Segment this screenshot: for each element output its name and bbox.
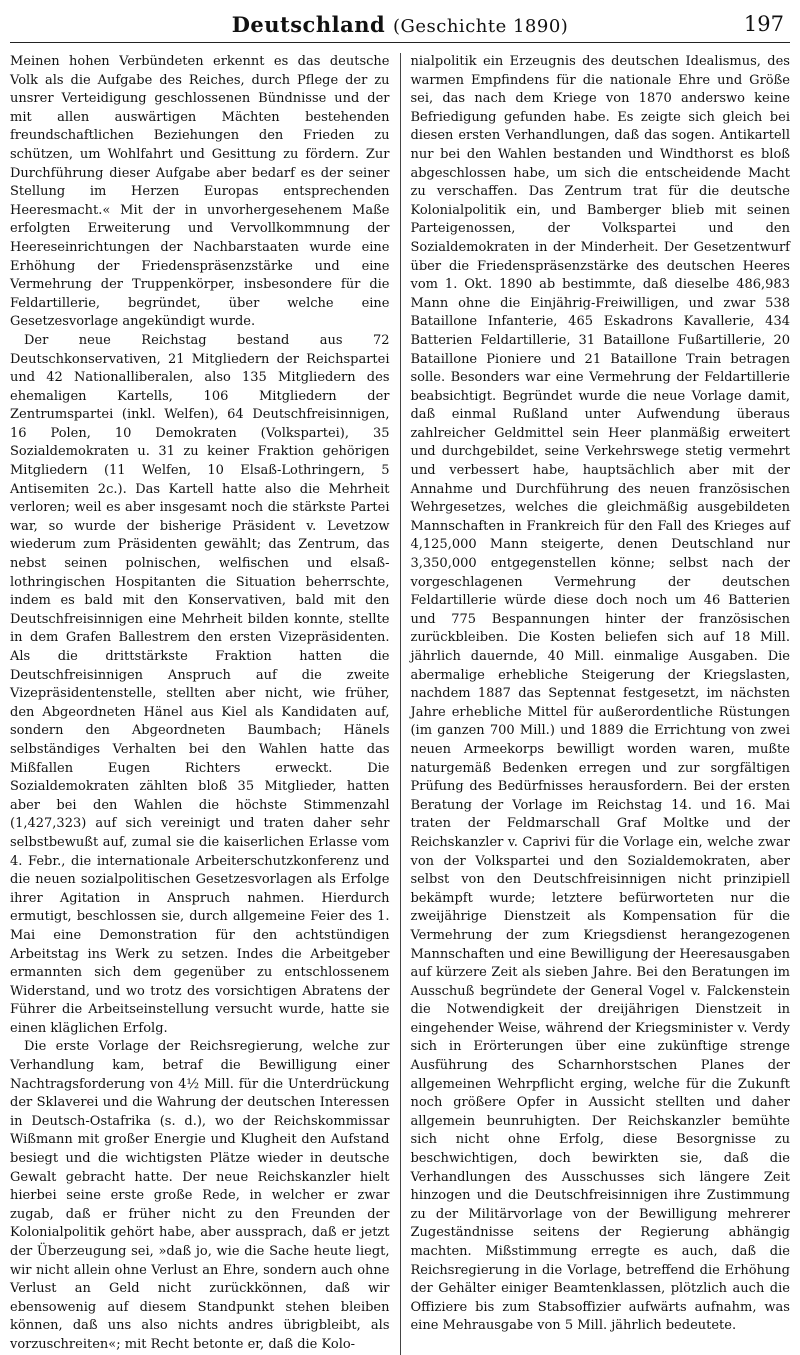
header-subtitle: (Geschichte 1890) [392, 16, 569, 37]
text-columns [10, 53, 790, 1355]
header-title-text: Deutschland [231, 12, 386, 37]
page-header [10, 8, 790, 43]
paragraph: Die erste Vorlage der Reichsregierung, welche zur Verhandlung kam, betraf die Bewilligung einer Nachtragsforderung von 4½ Mill. für die Unterdrückung der Sklaverei und die Wahrung der deutschen Interessen in Deutsch-Ostafrika (s. d.), wo der Reichskommissar Wißmann mit großer Energie und Klugheit den Aufstand besiegt und die wichtigsten Plätze wieder in deutsche Gewalt gebracht hatte. Der neue Reichskanzler hielt hierbei seine erste große Rede, in welcher er zwar zugab, daß er früher nicht zu den Freunden der Kolonialpolitik gehört habe, aber aussprach, daß er jetzt der Überzeugung sei, »daß jo, wie die Sache heute liegt, wir nicht allein ohne Verlust an Ehre, sondern auch ohne Verlust an Geld nicht zurückkönnen, daß wir ebensowenig auf diesem Standpunkt stehen bleiben können, daß uns also nichts andres übrigbleibt, als vorzuschreiten«; mit Recht betonte er, daß die Kolo- [10, 1039, 390, 1352]
running-title [10, 12, 790, 37]
paragraph: Meinen hohen Verbündeten erkennt es das deutsche Volk als die Aufgabe des Reiches, durch Pflege der zu unsrer Verteidigung geschlossenen Bündnisse und der mit allen auswärtigen Mächten bestehenden freundschaftlichen Beziehungen den Frieden zu schützen, um Wohlfahrt und Gesittung zu fördern. Zur Durchführung dieser Aufgabe aber bedarf es der seiner Stellung im Herzen Europas entsprechenden Heeresmacht.« Mit der in unvorhergesehenem Maße erfolgten Erweiterung und Vervollkommnung der Heereseinrichtungen der Nachbarstaaten wurde eine Erhöhung der Friedenspräsenzstärke und eine Vermehrung der Truppenkörper, insbesondere für die Feldartillerie, begründet, über welche eine Gesetzesvorlage angekündigt wurde. [10, 54, 390, 330]
paragraph: Der neue Reichstag bestand aus 72 Deutschkonservativen, 21 Mitgliedern der Reichspartei und 42 Nationalliberalen, also 135 Mitgliedern des ehemaligen Kartells, 106 Mitgliedern der Zentrumspartei (inkl. Welfen), 64 Deutschfreisinnigen, 16 Polen, 10 Demokraten (Volkspartei), 35 Sozialdemokraten u. 31 zu keiner Fraktion gehörigen Mitgliedern (11 Welfen, 10 Elsaß-Lothringern, 5 Antisemiten 2c.). Das Kartell hatte also die Mehrheit verloren; weil es aber insgesamt noch die stärkste Partei war, so wurde der bisherige Präsident v. Levetzow wiederum zum Präsidenten gewählt; das Zentrum, das nebst seinen polnischen, welfischen und elsaß-lothringischen Hospitanten die Situation beherrschte, indem es bald mit den Konservativen, bald mit den Deutschfreisinnigen eine Mehrheit bilden konnte, stellte in dem Grafen Ballestrem den ersten Vizepräsidenten. Als die drittstärkste Fraktion hatten die Deutschfreisinnigen Anspruch auf die zweite Vizepräsidentenstelle, stellten aber nicht, wie früher, den Abgeordneten Hänel aus Kiel als Kandidaten auf, sondern den Abgeordneten Baumbach; Hänels selbständiges Verhalten bei den Wahlen hatte das Mißfallen Eugen Richters erweckt. Die Sozialdemokraten zählten bloß 35 Mitglieder, hatten aber bei den Wahlen die höchste Stimmenzahl (1,427,323) auf sich vereinigt und traten daher sehr selbstbewußt auf, zumal sie die kaiserlichen Erlasse vom 4. Febr., die internationale Arbeiterschutzkonferenz und die neuen sozialpolitischen Gesetzesvorlagen als Erfolge ihrer Agitation in Anspruch nahmen. Hierdurch ermutigt, beschlossen sie, durch allgemeine Feier des 1. Mai eine Demonstration für den achtstündigen Arbeitstag ins Werk zu setzen. Indes die Arbeitgeber ermannten sich dem gegenüber zu entschlossenem Widerstand, und wo trotz des vorsichtigen Abratens der Führer die Arbeitseinstellung versucht wurde, hatte sie einen kläglichen Erfolg. [10, 332, 390, 1036]
right-column [410, 53, 790, 1355]
page-number: 197 [743, 12, 784, 36]
column-divider [400, 53, 401, 1355]
paragraph: nialpolitik ein Erzeugnis des deutschen Idealismus, des warmen Empfindens für die nationale Ehre und Größe sei, das nach dem Kriege von 1870 anderswo keine Befriedigung gefunden habe. Es zeigte sich gleich bei diesen ersten Verhandlungen, daß das sogen. Antikartell nur bei den Wahlen bestanden und Windthorst es bloß abgeschlossen habe, um sich die entscheidende Macht zu verschaffen. Das Zentrum trat für die deutsche Kolonialpolitik ein, und Bamberger blieb mit seinen Parteigenossen, der Volkspartei und den Sozialdemokraten in der Minderheit. Der Gesetzentwurf über die Friedenspräsenzstärke des deutschen Heeres vom 1. Okt. 1890 ab bestimmte, daß dieselbe 486,983 Mann ohne die Einjährig-Freiwilligen, und zwar 538 Bataillone Infanterie, 465 Eskadrons Kavallerie, 434 Batterien Feldartillerie, 31 Bataillone Fußartillerie, 20 Bataillone Pioniere und 21 Bataillone Train betragen solle. Besonders war eine Vermehrung der Feldartillerie beabsichtigt. Begründet wurde die neue Vorlage damit, daß einmal Rußland unter Aufwendung überaus zahlreicher Geldmittel sein Heer planmäßig erweitert und durchgebildet, seine Verkehrswege stetig vermehrt und verbessert habe, hauptsächlich aber mit der Annahme und Durchführung des neuen französischen Wehrgesetzes, welches die gleichmäßig ausgebildeten Mannschaften in Frankreich für den Fall des Krieges auf 4,125,000 Mann steigerte, denen Deutschland nur 3,350,000 entgegenstellen könne; selbst nach der vorgeschlagenen Vermehrung der deutschen Feldartillerie würde diese doch noch um 46 Batterien und 775 Bespannungen hinter der französischen zurückbleiben. Die Kosten beliefen sich auf 18 Mill. jährlich dauernde, 40 Mill. einmalige Ausgaben. Die abermalige erhebliche Steigerung der Kriegslasten, nachdem 1887 das Septennat festgesetzt, im nächsten Jahre erhebliche Mittel für außerordentliche Rüstungen (im ganzen 700 Mill.) und 1889 die Errichtung von zwei neuen Armeekorps bewilligt worden waren, mußte naturgemäß Bedenken erregen und zur sorgfältigen Prüfung des Bedürfnisses herausfordern. Bei der ersten Beratung der Vorlage im Reichstag 14. und 16. Mai traten der Feldmarschall Graf Moltke und der Reichskanzler v. Caprivi für die Vorlage ein, welche zwar von der Volkspartei und den Sozialdemokraten, aber selbst von den Deutschfreisinnigen nicht prinzipiell bekämpft wurde; letztere befürworteten nur die zweijährige Dienstzeit als Kompensation für die Vermehrung der zum Kriegsdienst herangezogenen Mannschaften und eine Bewilligung der Heeresausgaben auf kürzere Zeit als sieben Jahre. Bei den Beratungen im Ausschuß begründete der General Vogel v. Falckenstein die Notwendigkeit der dreijährigen Dienstzeit in eingehender Weise, während der Kriegsminister v. Verdy sich in Erörterungen über eine zukünftige strenge Ausführung des Scharnhorstschen Planes der allgemeinen Wehrpflicht erging, welche für die Zukunft noch größere Opfer in Aussicht stellten und daher allgemein beunruhigten. Der Reichskanzler bemühte sich nicht ohne Erfolg, diese Besorgnisse zu beschwichtigen, doch bewirkten sie, daß die Verhandlungen des Ausschusses sich längere Zeit hinzogen und die Deutschfreisinnigen ihre Zustimmung zu der Militärvorlage von der Bewilligung mehrerer Zugeständnisse seitens der Regierung abhängig machten. Mißstimmung erregte es auch, daß die Reichsregierung in die Vorlage, betreffend die Erhöhung der Gehälter einiger Beamtenklassen, plötzlich auch die Offiziere bis zum Stabsoffizier aufwärts aufnahm, was eine Mehrausgabe von 5 Mill. jährlich bedeutete. [410, 54, 790, 1334]
left-column [10, 53, 390, 1355]
